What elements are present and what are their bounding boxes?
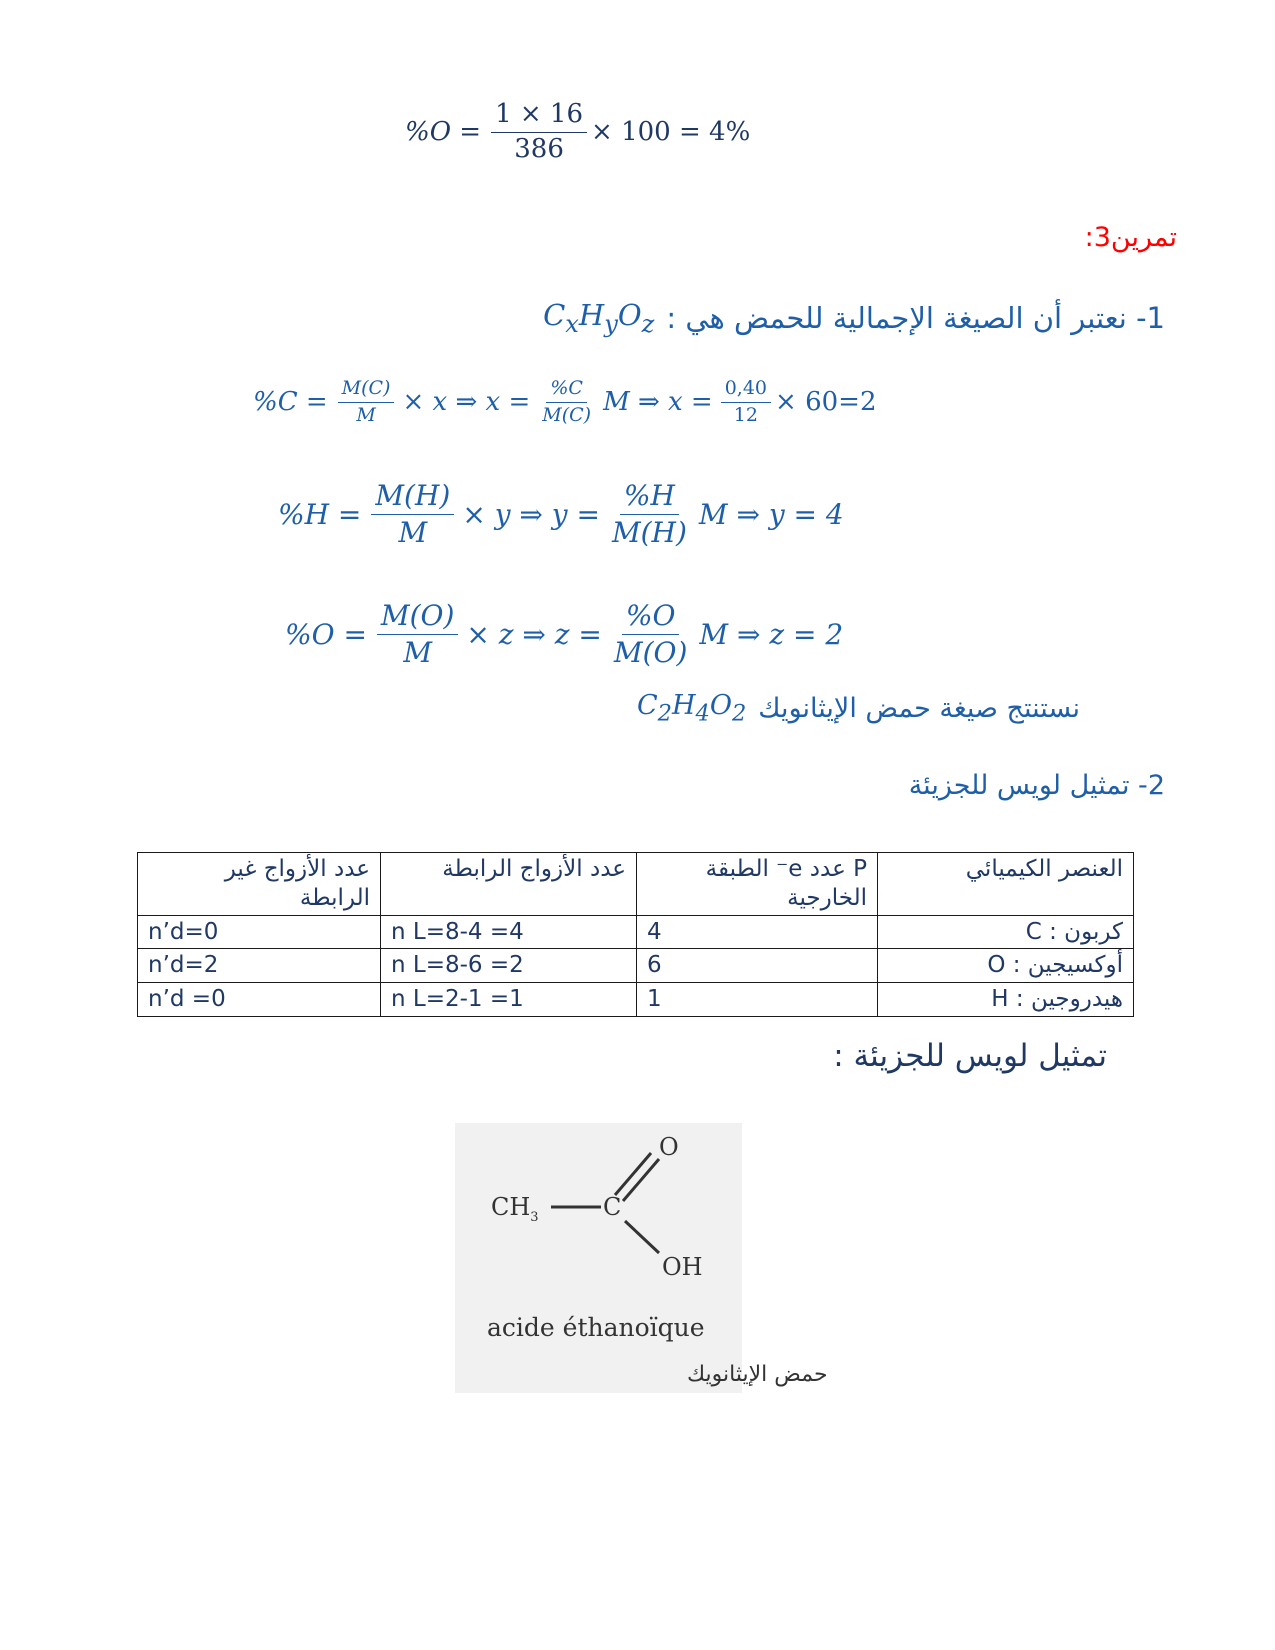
header-outer-electrons [637, 853, 878, 916]
eq-c-frac2 [538, 378, 595, 427]
cell-nl: n L=8-4 =4 [381, 915, 637, 949]
ethanoic-acid-figure [455, 1123, 828, 1393]
eq-o-f1-num: M(O) [377, 600, 458, 635]
top-formula-fraction [491, 100, 587, 165]
equation-oxygen [285, 600, 843, 669]
general-formula: $C_xH_yO_z$ [543, 298, 655, 338]
eq-o-f2-den: M(O) [613, 636, 688, 670]
cell-p: 4 [637, 915, 878, 949]
eq-h-frac2 [608, 480, 691, 549]
table-header-row [138, 853, 1134, 916]
eq-c-end: × 60=2 [775, 387, 877, 418]
cell-p: 1 [637, 983, 878, 1017]
eq-o-lhs: %O = [285, 618, 367, 652]
question-2: 2- تمثيل لويس للجزيئة [908, 770, 1165, 801]
eq-c-f2-den: M(C) [542, 403, 592, 426]
top-formula-lhs: %O = [405, 117, 482, 148]
eq-h-f1-num: M(H) [371, 480, 454, 515]
eq-h-frac1 [371, 480, 454, 549]
eq-c-f1-den: M [356, 403, 376, 426]
eq-c-frac1 [338, 378, 395, 427]
eq-c-frac3 [721, 378, 771, 427]
top-formula-den: 386 [514, 133, 564, 164]
eq-h-mid1: × y ⇒ y = [462, 498, 600, 532]
conclusion [637, 690, 1080, 726]
eq-o-end: M ⇒ z = 2 [699, 618, 844, 652]
eq-o-f1-den: M [403, 636, 432, 670]
eq-h-lhs: %H = [278, 498, 362, 532]
lewis-table [137, 852, 1134, 1017]
cell-nd: n’d=2 [138, 949, 381, 983]
cell-nd: n’d=0 [138, 915, 381, 949]
header-nonbonding-pairs: عدد الأزواج غير الرابطة [138, 853, 381, 916]
exercise-title: تمرين3: [1084, 222, 1177, 253]
conclusion-text: نستنتج صيغة حمض الإيثانويك [758, 692, 1080, 724]
cell-element: كربون : C [878, 915, 1134, 949]
cell-nl: n L=8-6 =2 [381, 949, 637, 983]
caption-french: acide éthanoïque [487, 1313, 705, 1342]
eq-c-mid2: M ⇒ x = [603, 387, 713, 418]
eq-h-end: M ⇒ y = 4 [698, 498, 844, 532]
question-1-label: 1- نعتبر أن الصيغة الإجمالية للحمض هي : [666, 300, 1165, 335]
eq-h-f1-den: M [398, 516, 428, 550]
eq-o-frac1 [377, 600, 458, 669]
eq-c-f1-num: M(C) [338, 378, 395, 403]
top-formula-rhs: × 100 = 4% [591, 117, 751, 148]
eq-o-frac2 [610, 600, 691, 669]
carbon-label: C [603, 1193, 622, 1221]
eq-c-lhs: %C = [253, 387, 328, 418]
caption-arabic: حمض الإيثانويك [687, 1362, 828, 1387]
eq-c-mid1: × x ⇒ x = [402, 387, 531, 418]
ch3-label: $CH_3$ [491, 1193, 539, 1225]
eq-h-f2-den: M(H) [611, 516, 687, 550]
ethanoic-acid-structure [455, 1123, 828, 1393]
lewis-title: تمثيل لويس للجزيئة : [833, 1038, 1107, 1074]
ethanoic-formula: $C_2H_4O_2$ [636, 690, 747, 727]
cell-nd: n’d =0 [138, 983, 381, 1017]
eq-o-mid1: × z ⇒ z = [466, 618, 602, 652]
oxygen-label: O [659, 1133, 679, 1161]
question-1 [543, 298, 1165, 338]
single-bond-c-oh [625, 1221, 659, 1253]
cell-nl: n L=2-1 =1 [381, 983, 637, 1017]
equation-carbon [253, 378, 877, 427]
cell-element: أوكسيجين : O [878, 949, 1134, 983]
eq-c-f3-num: 0,40 [721, 378, 771, 403]
table-row [138, 983, 1134, 1017]
eq-h-f2-num: %H [620, 480, 679, 515]
header-element: العنصر الكيميائي [878, 853, 1134, 916]
table-row [138, 949, 1134, 983]
eq-c-f2-num: %C [546, 378, 587, 403]
header-bonding-pairs: عدد الأزواج الرابطة [381, 853, 637, 916]
top-formula [405, 100, 750, 165]
eq-c-f3-den: 12 [733, 403, 758, 426]
top-formula-num: 1 × 16 [491, 100, 587, 133]
hydroxyl-label: OH [662, 1253, 703, 1281]
equation-hydrogen [278, 480, 844, 549]
header-outer-electrons-text: P عدد e⁻ الطبقة الخارجية [705, 856, 867, 911]
table-row [138, 915, 1134, 949]
eq-o-f2-num: %O [622, 600, 680, 635]
cell-element: هيدروجين : H [878, 983, 1134, 1017]
cell-p: 6 [637, 949, 878, 983]
